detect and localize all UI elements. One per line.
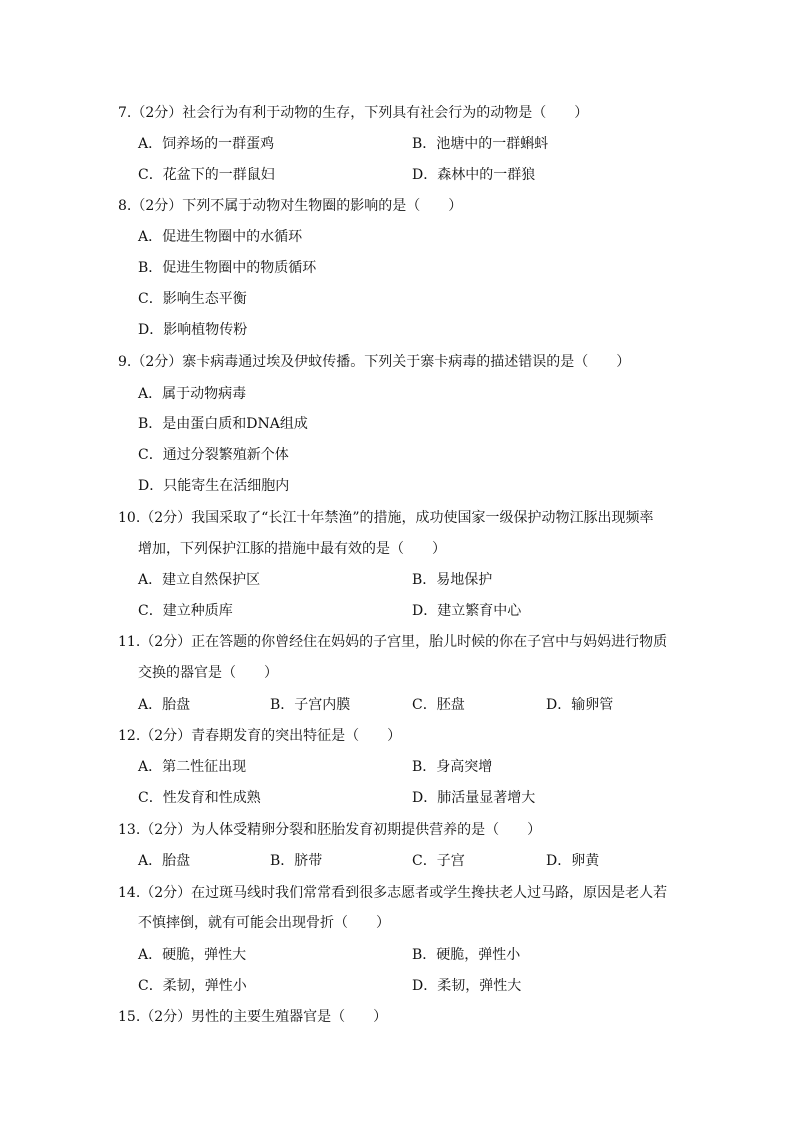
question-7-option-a: A．饲养场的一群蛋鸡	[138, 136, 275, 152]
question-11-stem-continued: 交换的器官是（ ）	[138, 665, 278, 681]
question-9-option-a: A．属于动物病毒	[138, 386, 247, 402]
question-14-stem: 14.（2分）在过斑马线时我们常常看到很多志愿者或学生搀扶老人过马路，原因是老人若	[118, 885, 668, 901]
question-12-option-b: B．身高突增	[412, 759, 493, 775]
question-14-option-b: B．硬脆，弹性小	[412, 947, 521, 963]
question-14-stem-continued: 不慎摔倒，就有可能会出现骨折（ ）	[138, 915, 390, 931]
question-15-stem: 15.（2分）男性的主要生殖器官是（ ）	[118, 1009, 388, 1025]
question-14-option-d: D．柔韧，弹性大	[412, 978, 522, 994]
question-12-option-a: A．第二性征出现	[138, 759, 247, 775]
question-10-option-b: B．易地保护	[412, 572, 493, 588]
question-9-option-b: B．是由蛋白质和DNA组成	[138, 416, 308, 432]
question-12-stem: 12.（2分）青春期发育的突出特征是（ ）	[118, 728, 402, 744]
question-13-option-d: D．卵黄	[546, 853, 600, 869]
question-11-option-d: D．输卵管	[546, 697, 614, 713]
question-8-option-b: B．促进生物圈中的物质循环	[138, 260, 317, 276]
question-10-option-d: D．建立繁育中心	[412, 603, 522, 619]
question-11-option-b: B．子宫内膜	[270, 697, 351, 713]
question-8-stem: 8.（2分）下列不属于动物对生物圈的影响的是（ ）	[118, 198, 463, 214]
question-8-option-a: A．促进生物圈中的水循环	[138, 229, 303, 245]
question-12-option-d: D．肺活量显著增大	[412, 790, 536, 806]
question-10-stem: 10.（2分）我国采取了“长江十年禁渔”的措施，成功使国家一级保护动物江豚出现频率	[118, 510, 654, 526]
question-14-option-a: A．硬脆，弹性大	[138, 947, 247, 963]
question-10-option-a: A．建立自然保护区	[138, 572, 261, 588]
question-8-option-c: C．影响生态平衡	[138, 291, 247, 307]
question-12-option-c: C．性发育和性成熟	[138, 790, 261, 806]
question-8-option-d: D．影响植物传粉	[138, 322, 248, 338]
question-7-option-b: B．池塘中的一群蝌蚪	[412, 136, 549, 152]
question-10-stem-continued: 增加，下列保护江豚的措施中最有效的是（ ）	[138, 541, 446, 557]
question-13-stem: 13.（2分）为人体受精卵分裂和胚胎发育初期提供营养的是（ ）	[118, 822, 542, 838]
question-13-option-c: C．子宫	[412, 853, 465, 869]
question-7-stem: 7.（2分）社会行为有利于动物的生存，下列具有社会行为的动物是（ ）	[118, 105, 589, 121]
question-9-option-d: D．只能寄生在活细胞内	[138, 478, 290, 494]
question-11-option-a: A．胎盘	[138, 697, 191, 713]
question-7-option-c: C．花盆下的一群鼠妇	[138, 167, 275, 183]
question-10-option-c: C．建立种质库	[138, 603, 233, 619]
question-13-option-a: A．胎盘	[138, 853, 191, 869]
question-9-option-c: C．通过分裂繁殖新个体	[138, 447, 289, 463]
question-13-option-b: B．脐带	[270, 853, 323, 869]
question-7-option-d: D．森林中的一群狼	[412, 167, 536, 183]
question-11-stem: 11.（2分）正在答题的你曾经住在妈妈的子宫里，胎儿时候的你在子宫中与妈妈进行物质	[118, 634, 668, 650]
question-11-option-c: C．胚盘	[412, 697, 465, 713]
question-14-option-c: C．柔韧，弹性小	[138, 978, 247, 994]
question-9-stem: 9.（2分）寨卡病毒通过埃及伊蚊传播。下列关于寨卡病毒的描述错误的是（ ）	[118, 354, 631, 370]
